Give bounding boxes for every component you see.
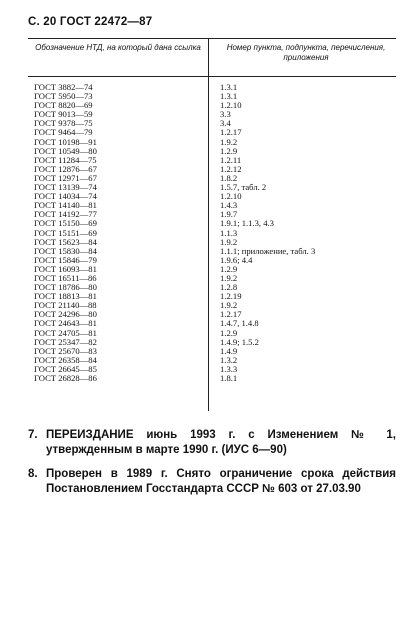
- document-cell: ГОСТ 13139—74: [34, 182, 97, 193]
- table-top-rule: [28, 38, 396, 39]
- reference-cell: 1.4.7, 1.4.8: [220, 318, 259, 329]
- document-column: [34, 83, 204, 383]
- reference-cell: 1.4.9; 1.5.2: [220, 336, 259, 347]
- reference-cell: 1.2.10: [220, 100, 242, 111]
- reference-cell: 1.2.9: [220, 263, 238, 274]
- document-cell: ГОСТ 24705—81: [34, 327, 97, 338]
- reference-cell: 1.2.17: [220, 127, 242, 138]
- document-cell: ГОСТ 15846—79: [34, 254, 97, 265]
- reference-cell: 1.3.3: [220, 363, 238, 374]
- table-column-divider: [208, 38, 209, 411]
- document-cell: ГОСТ 11284—75: [34, 154, 97, 165]
- document-cell: ГОСТ 26358—84: [34, 354, 97, 365]
- notes-section: [28, 428, 396, 506]
- document-cell: ГОСТ 12971—67: [34, 172, 97, 183]
- note-item: [28, 428, 396, 458]
- reference-cell: 1.4.9: [220, 345, 238, 356]
- document-cell: ГОСТ 15830—84: [34, 245, 97, 256]
- document-cell: ГОСТ 3882—74: [34, 82, 93, 92]
- reference-cell: 1.2.12: [220, 163, 242, 174]
- reference-cell: 1.1.3: [220, 227, 238, 238]
- document-cell: ГОСТ 14192—77: [34, 209, 97, 220]
- document-cell: ГОСТ 5950—73: [34, 91, 93, 102]
- reference-cell: 3.3: [220, 109, 231, 120]
- document-cell: ГОСТ 10198—91: [34, 136, 97, 147]
- page-header: С. 20 ГОСТ 22472—87: [28, 16, 153, 28]
- note-text: Проверен в 1989 г. Снято ограничение срока действия Постановлением Госстандарта СССР № 603 от 27.03.90: [46, 468, 396, 495]
- document-cell: ГОСТ 9464—79: [34, 127, 93, 138]
- document-cell: ГОСТ 21140—88: [34, 300, 97, 311]
- reference-cell: 1.4.3: [220, 200, 238, 211]
- reference-cell: 1.9.2: [220, 136, 238, 147]
- document-cell: ГОСТ 26828—86: [34, 373, 97, 383]
- reference-cell: 1.3.1: [220, 91, 238, 102]
- reference-cell: 1.2.8: [220, 282, 238, 293]
- column-header-document: Обозначение НТД, на который дана ссылка: [35, 43, 201, 52]
- reference-cell: 1.3.2: [220, 354, 238, 365]
- reference-table: [28, 38, 396, 411]
- document-cell: ГОСТ 25347—82: [34, 336, 97, 347]
- document-cell: ГОСТ 24296—80: [34, 309, 97, 320]
- document-cell: ГОСТ 15150—69: [34, 218, 97, 229]
- reference-cell: 1.3.1: [220, 82, 238, 92]
- reference-cell: 1.1.1; приложение, табл. 3: [220, 245, 316, 256]
- document-cell: ГОСТ 16511—86: [34, 272, 97, 283]
- document-cell: ГОСТ 25670—83: [34, 345, 97, 356]
- reference-cell: 1.9.7: [220, 209, 238, 220]
- reference-cell: 1.8.1: [220, 373, 238, 383]
- reference-column: [220, 83, 396, 383]
- reference-cell: 1.9.2: [220, 272, 238, 283]
- document-cell: ГОСТ 8820—69: [34, 100, 93, 111]
- reference-cell: 1.9.1; 1.1.3, 4.3: [220, 218, 274, 229]
- reference-cell: 3.4: [220, 118, 231, 129]
- reference-cell: 1.2.19: [220, 291, 242, 302]
- document-cell: ГОСТ 16093—81: [34, 263, 97, 274]
- reference-cell: 1.2.10: [220, 191, 242, 202]
- reference-cell: 1.8.2: [220, 172, 238, 183]
- note-item: [28, 467, 396, 497]
- reference-cell: 1.2.17: [220, 309, 242, 320]
- document-cell: ГОСТ 14034—74: [34, 191, 97, 202]
- reference-cell: 1.9.2: [220, 300, 238, 311]
- reference-cell: 1.2.11: [220, 154, 242, 165]
- document-cell: ГОСТ 26645—85: [34, 363, 97, 374]
- reference-cell: 1.9.6; 4.4: [220, 254, 253, 265]
- document-cell: ГОСТ 24643—81: [34, 318, 97, 329]
- document-cell: ГОСТ 18813—81: [34, 291, 97, 302]
- document-cell: ГОСТ 14140—81: [34, 200, 97, 211]
- document-cell: ГОСТ 18786—80: [34, 282, 97, 293]
- document-cell: ГОСТ 10549—80: [34, 145, 97, 156]
- reference-cell: 1.9.2: [220, 236, 238, 247]
- document-cell: ГОСТ 15623—84: [34, 236, 97, 247]
- document-cell: ГОСТ 12876—67: [34, 163, 97, 174]
- reference-cell: 1.2.9: [220, 145, 238, 156]
- document-cell: ГОСТ 9013—59: [34, 109, 93, 120]
- note-number: 8.: [28, 468, 38, 480]
- note-number: 7.: [28, 429, 38, 441]
- table-header-rule: [28, 76, 396, 77]
- column-header-reference: Номер пункта, подпункта, перечисления, приложения: [226, 43, 386, 62]
- document-cell: ГОСТ 15151—69: [34, 227, 97, 238]
- note-text: ПЕРЕИЗДАНИЕ июнь 1993 г. с Изменением № 1, утвержденным в марте 1990 г. (ИУС 6—90): [46, 429, 396, 456]
- reference-cell: 1.2.9: [220, 327, 238, 338]
- reference-cell: 1.5.7, табл. 2: [220, 182, 267, 193]
- document-cell: ГОСТ 9378—75: [34, 118, 93, 129]
